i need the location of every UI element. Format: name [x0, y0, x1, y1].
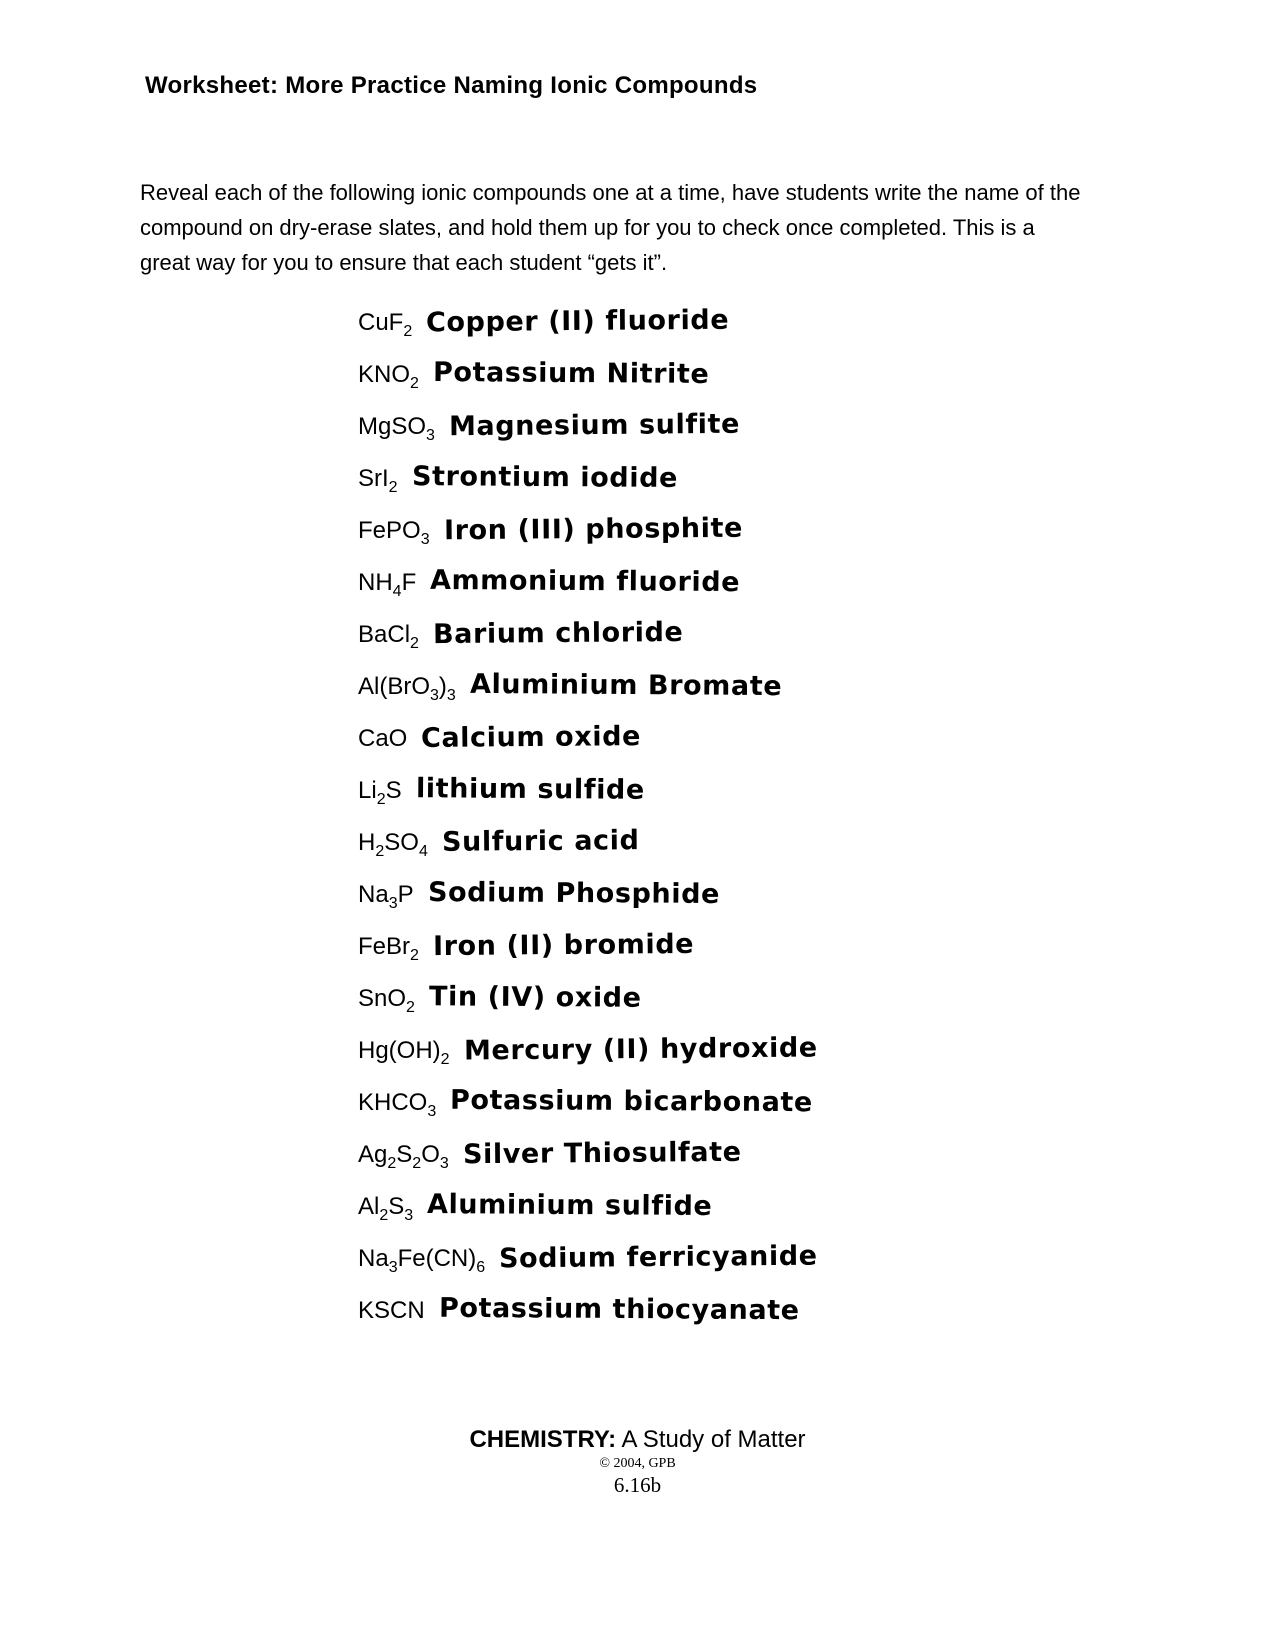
compound-answer-handwritten: Potassium thiocyanate [438, 1292, 800, 1327]
compound-answer-handwritten: Potassium bicarbonate [450, 1084, 814, 1119]
compound-formula: $Al_2S_3$ [358, 1193, 414, 1224]
copyright-line: © 2004, GPB [599, 1456, 676, 1471]
compound-row [358, 306, 818, 358]
compound-formula: FePO$_3$ [358, 517, 430, 548]
compound-answer-handwritten: Iron (III) phosphite [443, 512, 743, 547]
compound-answer-handwritten: Iron (II) bromide [432, 928, 695, 963]
compound-formula: $H_2SO_4$ [358, 829, 428, 860]
compound-row [358, 566, 818, 618]
compound-formula: $NH_4F$ [358, 569, 417, 600]
compound-row [358, 670, 818, 722]
compound-answer-handwritten: Calcium oxide [421, 721, 642, 754]
series-title [0, 1426, 1275, 1454]
compound-formula: BaCl$_2$ [358, 621, 419, 652]
compound-row [358, 462, 818, 514]
compound-formula: $Li_2S$ [358, 777, 402, 808]
compound-row [358, 722, 818, 774]
series-title-bold: CHEMISTRY: [469, 1426, 617, 1453]
compound-answer-handwritten: Sulfuric acid [441, 825, 640, 858]
compound-row [358, 1138, 818, 1190]
compound-row [358, 1086, 818, 1138]
compound-answer-handwritten: Mercury (II) hydroxide [463, 1032, 818, 1067]
page-title: Worksheet: More Practice Naming Ionic Compounds [145, 72, 758, 99]
compound-formula: SnO$_2$ [358, 985, 415, 1016]
compound-row [358, 878, 818, 930]
compound-answer-handwritten: lithium sulfide [415, 773, 645, 806]
compound-formula: FeBr$_2$ [358, 933, 419, 964]
compound-formula: $Na_3P$ [358, 881, 414, 912]
compound-formula: SrI$_2$ [358, 465, 398, 496]
compound-list [358, 306, 818, 1346]
page-number: 6.16b [613, 1473, 662, 1497]
compound-row [358, 514, 818, 566]
compound-row [358, 618, 818, 670]
compound-row [358, 774, 818, 826]
compound-answer-handwritten: Sodium ferricyanide [499, 1240, 818, 1275]
compound-formula: CuF$_2$ [358, 309, 413, 340]
compound-formula: $KNO_2$ [358, 361, 419, 392]
compound-row [358, 358, 818, 410]
compound-answer-handwritten: Ammonium fluoride [430, 564, 741, 599]
compound-answer-handwritten: Potassium Nitrite [432, 357, 710, 390]
compound-row [358, 930, 818, 982]
compound-row [358, 1242, 818, 1294]
compound-row [358, 1294, 818, 1346]
compound-row [358, 826, 818, 878]
compound-formula: $Ag_2S_2O_3$ [358, 1141, 449, 1172]
series-title-rest: A Study of Matter [616, 1426, 806, 1453]
compound-answer-handwritten: Silver Thiosulfate [462, 1136, 742, 1171]
instructions-paragraph: Reveal each of the following ionic compounds one at a time, have students write the name of the compound on dry-erase slates, and hold them up for you to check once completed. This is a great way for you to ensure that each student “gets it”. [140, 180, 1081, 275]
compound-answer-handwritten: Tin (IV) oxide [428, 981, 642, 1014]
compound-formula: $Al(BrO_3)_3$ [358, 673, 456, 704]
compound-answer-handwritten: Aluminium Bromate [469, 668, 783, 703]
compound-answer-handwritten: Magnesium sulfite [448, 408, 741, 443]
compound-answer-handwritten: Barium chloride [432, 616, 684, 651]
compound-row [358, 1034, 818, 1086]
compound-row [358, 982, 818, 1034]
compound-formula: $Na_3Fe(CN)_6$ [358, 1245, 486, 1276]
compound-formula: CaO [358, 725, 408, 752]
compound-row [358, 1190, 818, 1242]
compound-answer-handwritten: Sodium Phosphide [427, 876, 720, 911]
compound-formula: $KHCO_3$ [358, 1089, 437, 1120]
compound-answer-handwritten: Strontium iodide [411, 461, 678, 494]
compound-formula: KSCN [358, 1297, 425, 1324]
compound-row [358, 410, 818, 462]
compound-answer-handwritten: Copper (II) fluoride [426, 304, 730, 339]
compound-formula: $Hg(OH)_2$ [358, 1037, 450, 1068]
compound-formula: MgSO$_3$ [358, 413, 435, 444]
compound-answer-handwritten: Aluminium sulfide [427, 1189, 713, 1222]
page-footer [0, 1426, 1275, 1498]
